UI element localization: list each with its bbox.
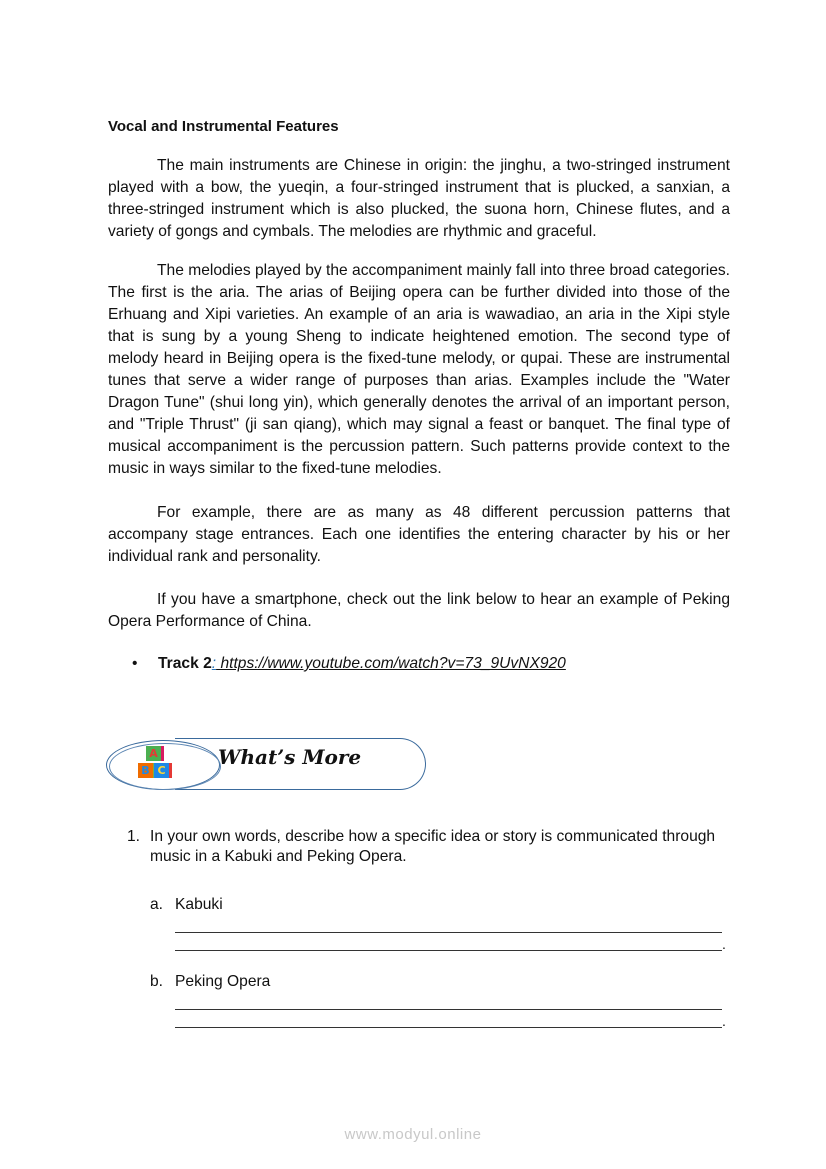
answer-line-peking-2[interactable] (175, 1027, 722, 1028)
block-a: A (146, 746, 164, 761)
block-b: B (138, 763, 155, 778)
paragraph-instruments: The main instruments are Chinese in origin: the jinghu, a two-stringed instrument played with a bow, the yueqin, a four-stringed instrument that is plucked, a sanxian, a three-stringed instrument which is also plucked, the suona horn, Chinese flutes, and a variety of gongs and cymbals. The melodies are rhythmic and graceful. (108, 157, 730, 240)
watermark: www.modyul.online (344, 1126, 482, 1143)
track-link[interactable]: https://www.youtube.com/watch?v=73_9UvNX920 (216, 655, 566, 672)
end-mark: . (722, 936, 726, 952)
paragraph-smartphone: If you have a smartphone, check out the link below to hear an example of Peking Opera Performance of China. (108, 591, 730, 630)
track-list-item (132, 653, 566, 675)
track-label: Track 2 (158, 655, 212, 672)
answer-line-peking-1[interactable] (175, 1009, 722, 1010)
answer-line-kabuki-1[interactable] (175, 932, 722, 933)
banner-title: What’s More (218, 745, 362, 769)
answer-line-kabuki-2[interactable] (175, 950, 722, 951)
sub-item-letter: b. (150, 973, 164, 990)
sub-item-letter: a. (150, 896, 164, 913)
block-c: C (154, 763, 172, 778)
sub-item-label: Peking Opera (175, 973, 271, 990)
whats-more-banner (105, 736, 427, 792)
sub-item-label: Kabuki (175, 896, 223, 913)
section-heading: Vocal and Instrumental Features (108, 118, 339, 135)
track-colon: : (211, 655, 217, 672)
end-mark: . (722, 1013, 726, 1029)
paragraph-melody-categories: The melodies played by the accompaniment mainly fall into three broad categories. The first is the aria. The arias of Beijing opera can be further divided into those of the Erhuang and Xipi varieties. An example of an aria is wawadiao, an aria in the Xipi style that is sung by a young Sheng to indicate heightened emotion. The second type of melody heard in Beijing opera is the fixed-tune melody, or qupai. These are instrumental tunes that serve a wider range of purposes than arias. Examples include the "Water Dragon Tune" (shui long yin), which generally denotes the arrival of an important person, and "Triple Thrust" (ji san qiang), which may signal a feast or banquet. The final type of musical accompaniment is the percussion pattern. Such patterns provide context to the music in ways similar to the fixed-tune melodies. (108, 262, 730, 477)
question-number: 1. (127, 828, 141, 845)
bullet-icon: • (132, 655, 138, 672)
abc-blocks-icon (137, 745, 171, 783)
question-text: In your own words, describe how a specific idea or story is communicated through music in a Kabuki and Peking Opera. (150, 828, 716, 865)
paragraph-percussion-patterns: For example, there are as many as 48 different percussion patterns that accompany stage entrances. Each one identifies the entering character by his or her individual rank and personality. (108, 504, 730, 565)
